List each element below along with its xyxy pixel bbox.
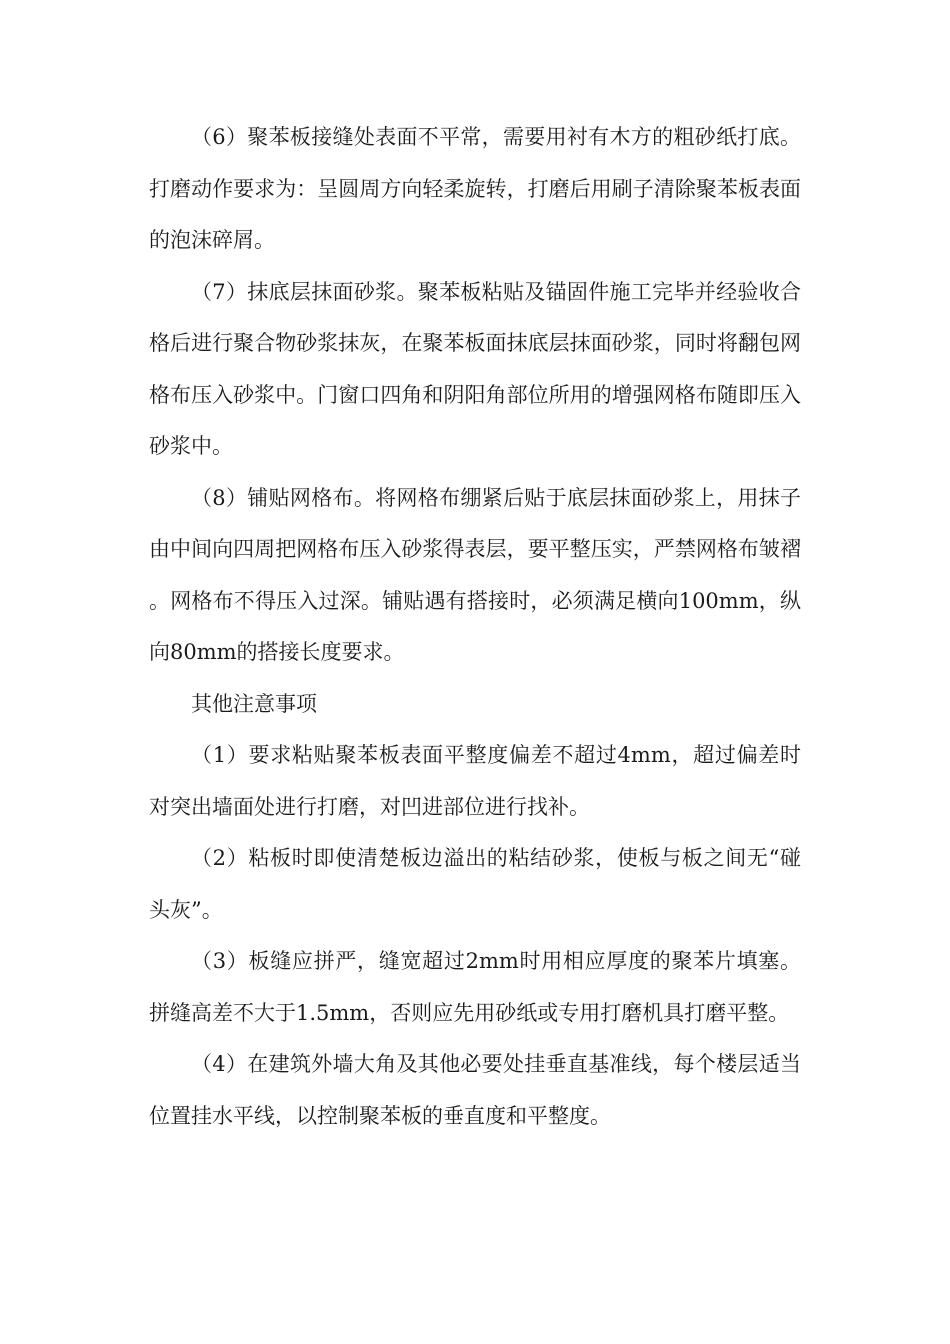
paragraph-note-4: （4）在建筑外墙大角及其他必要处挂垂直基准线，每个楼层适当位置挂水平线，以控制聚苯板的垂直度和平整度。 <box>149 1052 801 1128</box>
paragraph-step-6: （6）聚苯板接缝处表面不平常，需要用衬有木方的粗砂纸打底。打磨动作要求为：呈圆周方向轻柔旋转，打磨后用刷子清除聚苯板表面的泡沫碎屑。 <box>149 125 801 252</box>
paragraph-step-8: （8）铺贴网格布。将网格布绷紧后贴于底层抹面砂浆上，用抹子由中间向四周把网格布压入砂浆得表层，要平整压实，严禁网格布皱褶。网格布不得压入过深。铺贴遇有搭接时，必须满足横向100mm，纵向80mm的搭接长度要求。 <box>149 485 801 664</box>
paragraph-note-1: （1）要求粘贴聚苯板表面平整度偏差不超过4mm，超过偏差时对突出墙面处进行打磨，对凹进部位进行找补。 <box>149 743 801 819</box>
paragraph-note-3: （3）板缝应拼严，缝宽超过2mm时用相应厚度的聚苯片填塞。拼缝高差不大于1.5mm，否则应先用砂纸或专用打磨机具打磨平整。 <box>149 949 801 1025</box>
paragraph-note-2: （2）粘板时即使清楚板边溢出的粘结砂浆，使板与板之间无“碰头灰”。 <box>149 846 801 922</box>
document-body <box>149 112 801 1142</box>
paragraph-step-7: （7）抹底层抹面砂浆。聚苯板粘贴及锚固件施工完毕并经验收合格后进行聚合物砂浆抹灰，在聚苯板面抹底层抹面砂浆，同时将翻包网格布压入砂浆中。门窗口四角和阴阳角部位所用的增强网格布随即压入砂浆中。 <box>149 279 801 458</box>
section-heading-other-notes: 其他注意事项 <box>191 691 317 716</box>
